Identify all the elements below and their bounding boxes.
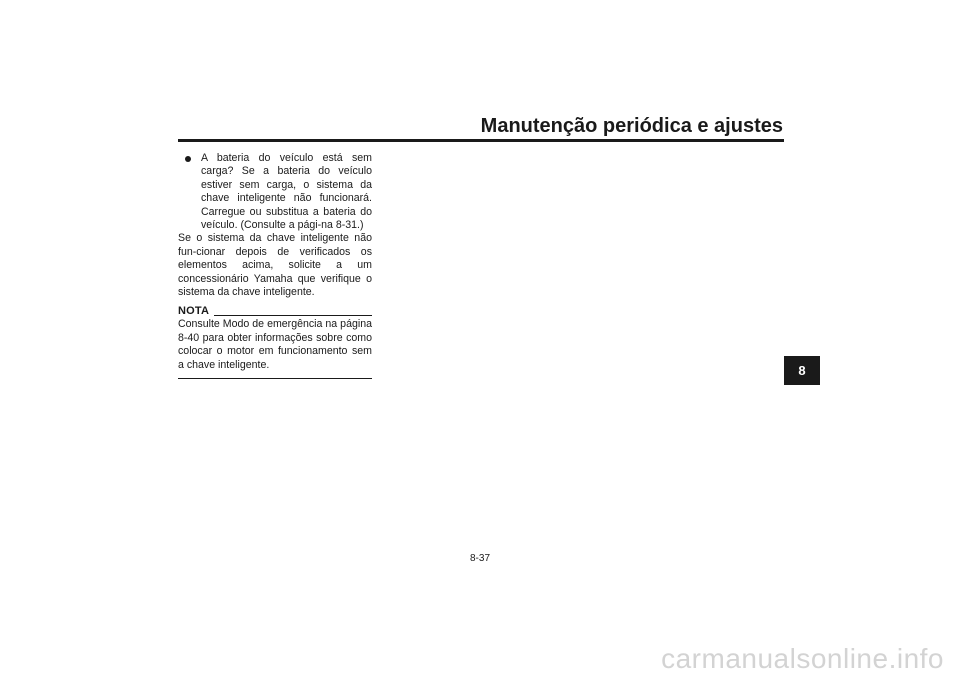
- header-divider: [178, 139, 784, 142]
- body-paragraph: Se o sistema da chave inteligente não fun-cionar depois de verificados os elementos acima, solicite a um concessionário Yamaha que verifique o sistema da chave inteligente.: [178, 232, 372, 299]
- watermark: carmanualsonline.info: [661, 643, 944, 674]
- page-title: Manutenção periódica e ajustes: [480, 115, 783, 137]
- note-text: Consulte Modo de emergência na página 8-40 para obter informações sobre como colocar o motor em funcionamento sem a chave inteligente.: [178, 318, 372, 371]
- page-number: 8-37: [469, 553, 490, 564]
- bullet-icon: [185, 156, 191, 162]
- note-header: [178, 305, 372, 318]
- note-divider: [214, 315, 372, 316]
- note-label: NOTA: [178, 305, 210, 318]
- chapter-tab: 8: [784, 356, 820, 385]
- main-content: [178, 152, 372, 379]
- list-item: [178, 152, 372, 232]
- bullet-text: A bateria do veículo está sem carga? Se a bateria do veículo estiver sem carga, o sistema da chave inteligente não funcionará. Carregue ou substitua a bateria do veículo. (Consulte a pági-na 8-31.): [201, 152, 372, 232]
- note-end-divider: [178, 378, 372, 379]
